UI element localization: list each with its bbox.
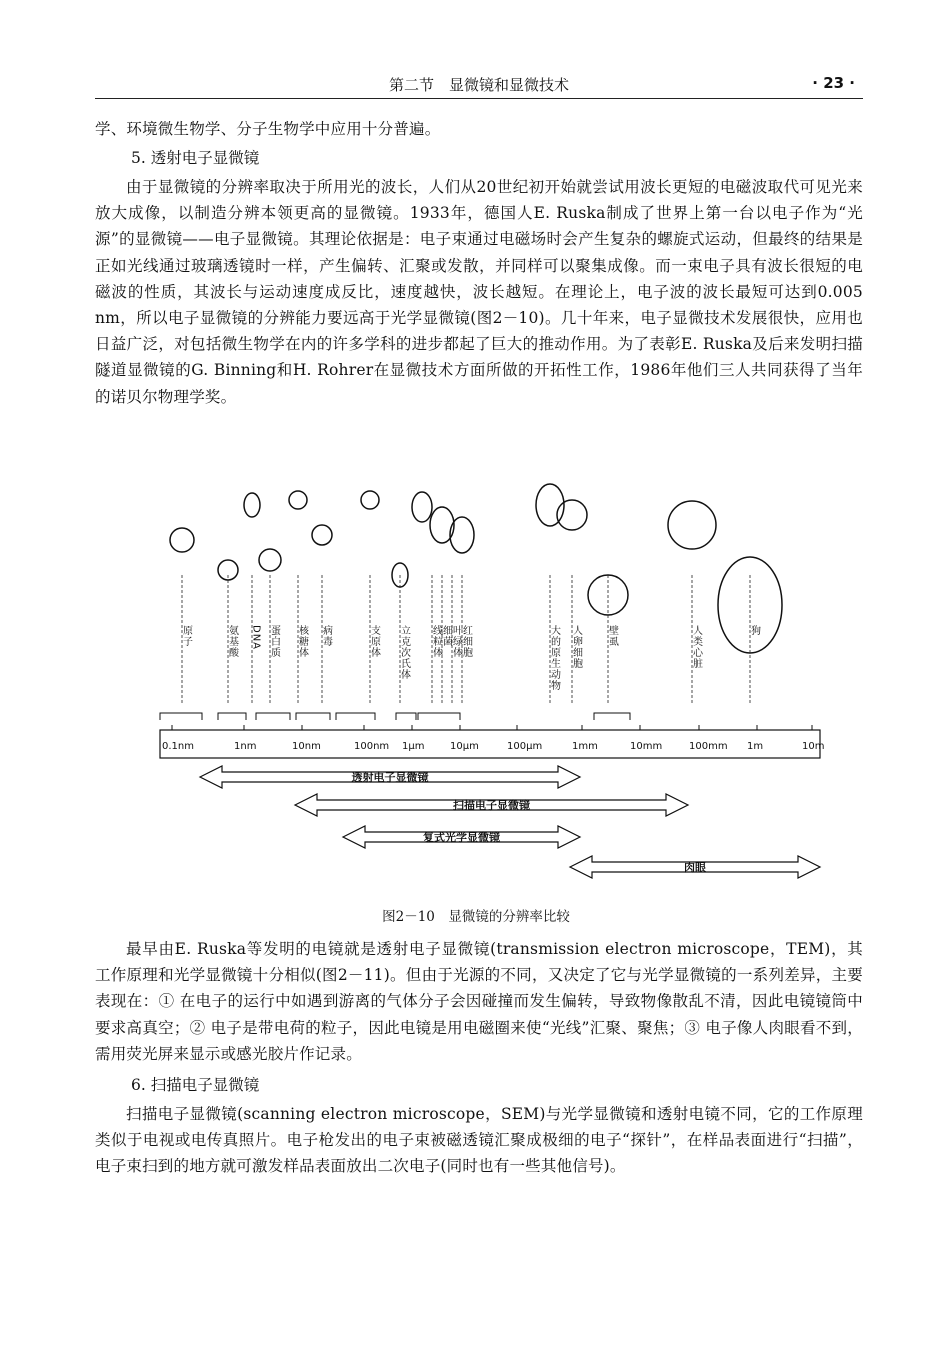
organism-icon — [361, 491, 379, 509]
object-label: 壁虱 — [606, 625, 618, 647]
object-label: DNA — [250, 625, 262, 651]
range-label: 透射电子显微镜 — [351, 771, 429, 784]
resolution-comparison-figure — [160, 465, 825, 885]
object-label: 大的原生动物 — [548, 625, 560, 691]
organism-icon — [312, 525, 332, 545]
size-range-bracket — [256, 713, 290, 720]
organism-icon — [536, 484, 564, 526]
paragraph-sem-principle: 扫描电子显微镜(scanning electron microscope，SEM)与光学显微镜和透射电镜不同，它的工作原理类似于电视或电传真照片。电子枪发出的电子束被磁透镜汇聚成极细的电子“探针”，在样品表面进行“扫描”，电子束扫到的地方就可激发样品表面放出二次电子(同时也有一些其他信号)。 — [95, 1105, 863, 1176]
paragraph-tem-principle: 最早由E. Ruska等发明的电镜就是透射电子显微镜(transmission electron microscope，TEM)，其工作原理和光学显微镜十分相似(图2－11)。但由于光源的不同，又决定了它与光学显微镜的一系列差异，主要表现在：① 在电子的运行中如遇到游离的气体分子会因碰撞而发生偏转，导致物像散乱不清，因此电镜镜筒中要求高真空；② 电子是带电荷的粒子，因此电镜是用电磁圈来使“光线”汇聚、聚焦；③ 电子像人肉眼看不到，需用荧光屏来显示或感光胶片作记录。 — [95, 940, 863, 1063]
organism-icon — [259, 549, 281, 571]
size-range-bracket — [396, 713, 416, 720]
figure-caption: 图2－10 显微镜的分辨率比较 — [382, 909, 570, 925]
size-range-bracket — [160, 713, 202, 720]
scale-tick-label: 10m — [802, 741, 825, 752]
scale-tick-label: 100mm — [689, 741, 728, 752]
organism-icon — [668, 501, 716, 549]
running-header — [95, 70, 863, 99]
organism-icon — [450, 517, 474, 553]
section-6-heading: 6. 扫描电子显微镜 — [131, 1076, 260, 1094]
scale-tick-label: 100nm — [354, 741, 390, 752]
object-label: 人类心脏 — [690, 625, 702, 669]
scale-tick-label: 10nm — [292, 741, 321, 752]
object-label: 原子 — [180, 625, 192, 647]
object-label: 支原体 — [368, 625, 380, 658]
object-label: 核糖体 — [296, 625, 308, 658]
resolution-figure-svg — [160, 465, 825, 885]
page-number: · 23 · — [812, 74, 855, 92]
paragraph-continued: 学、环境微生物学、分子生物学中应用十分普遍。 — [95, 120, 441, 138]
size-range-bracket — [418, 713, 460, 720]
range-label: 扫描电子显微镜 — [453, 799, 530, 812]
scale-tick-label: 1μm — [402, 741, 425, 752]
scale-tick-label: 10mm — [630, 741, 663, 752]
organism-icon — [170, 528, 194, 552]
scale-tick-label: 1nm — [234, 741, 257, 752]
scale-tick-label: 10μm — [450, 741, 479, 752]
object-label: 狗 — [748, 625, 760, 636]
object-label: 叶绿体 — [450, 625, 462, 658]
scale-tick-label: 1m — [747, 741, 764, 752]
scale-tick-label: 100μm — [507, 741, 543, 752]
size-range-bracket — [594, 713, 630, 720]
object-label: 蛋白质 — [268, 625, 280, 658]
scale-tick-label: 1mm — [572, 741, 598, 752]
organism-icon — [557, 500, 587, 530]
organism-icon — [244, 493, 260, 517]
organism-icon — [412, 492, 432, 522]
size-range-bracket — [296, 713, 330, 720]
range-label: 肉眼 — [684, 861, 706, 874]
scale-tick-label: 0.1nm — [162, 741, 194, 752]
range-label: 复式光学显微镜 — [423, 831, 500, 844]
object-label: 细菌 — [440, 625, 452, 647]
size-range-bracket — [336, 713, 375, 720]
header-title: 第二节 显微镜和显微技术 — [388, 76, 569, 94]
object-label: 病毒 — [320, 625, 332, 647]
organism-icon — [289, 491, 307, 509]
object-label: 人卵细胞 — [570, 625, 582, 669]
object-label: 红细胞 — [460, 625, 472, 658]
object-label: 线粒体 — [430, 625, 442, 658]
size-range-bracket — [218, 713, 246, 720]
section-5-heading: 5. 透射电子显微镜 — [131, 149, 260, 167]
object-label: 立克次氏体 — [398, 625, 410, 680]
paragraph-tem-history: 由于显微镜的分辨率取决于所用光的波长，人们从20世纪初开始就尝试用波长更短的电磁波取代可见光来放大成像，以制造分辨本领更高的显微镜。1933年，德国人E. Ruska制成了世界上第一台以电子作为“光源”的显微镜——电子显微镜。其理论依据是：电子束通过电磁场时会产生复杂的螺旋式运动，但最终的结果是正如光线通过玻璃透镜时一样，产生偏转、汇聚或发散，并同样可以聚集成像。而一束电子具有波长很短的电磁波的性质，其波长与运动速度成反比，速度越快，波长越短。在理论上，电子波的波长最短可达到0.005 nm，所以电子显微镜的分辨能力要远高于光学显微镜(图2－10)。几十年来，电子显微技术发展很快，应用也日益广泛，对包括微生物学在内的许多学科的进步都起了巨大的推动作用。为了表彰E. Ruska及后来发明扫描隧道显微镜的G. Binning和H. Rohrer在显微技术方面所做的开拓性工作，1986年他们三人共同获得了当年的诺贝尔物理学奖。 — [95, 178, 863, 406]
object-label: 氨基酸 — [226, 625, 238, 658]
